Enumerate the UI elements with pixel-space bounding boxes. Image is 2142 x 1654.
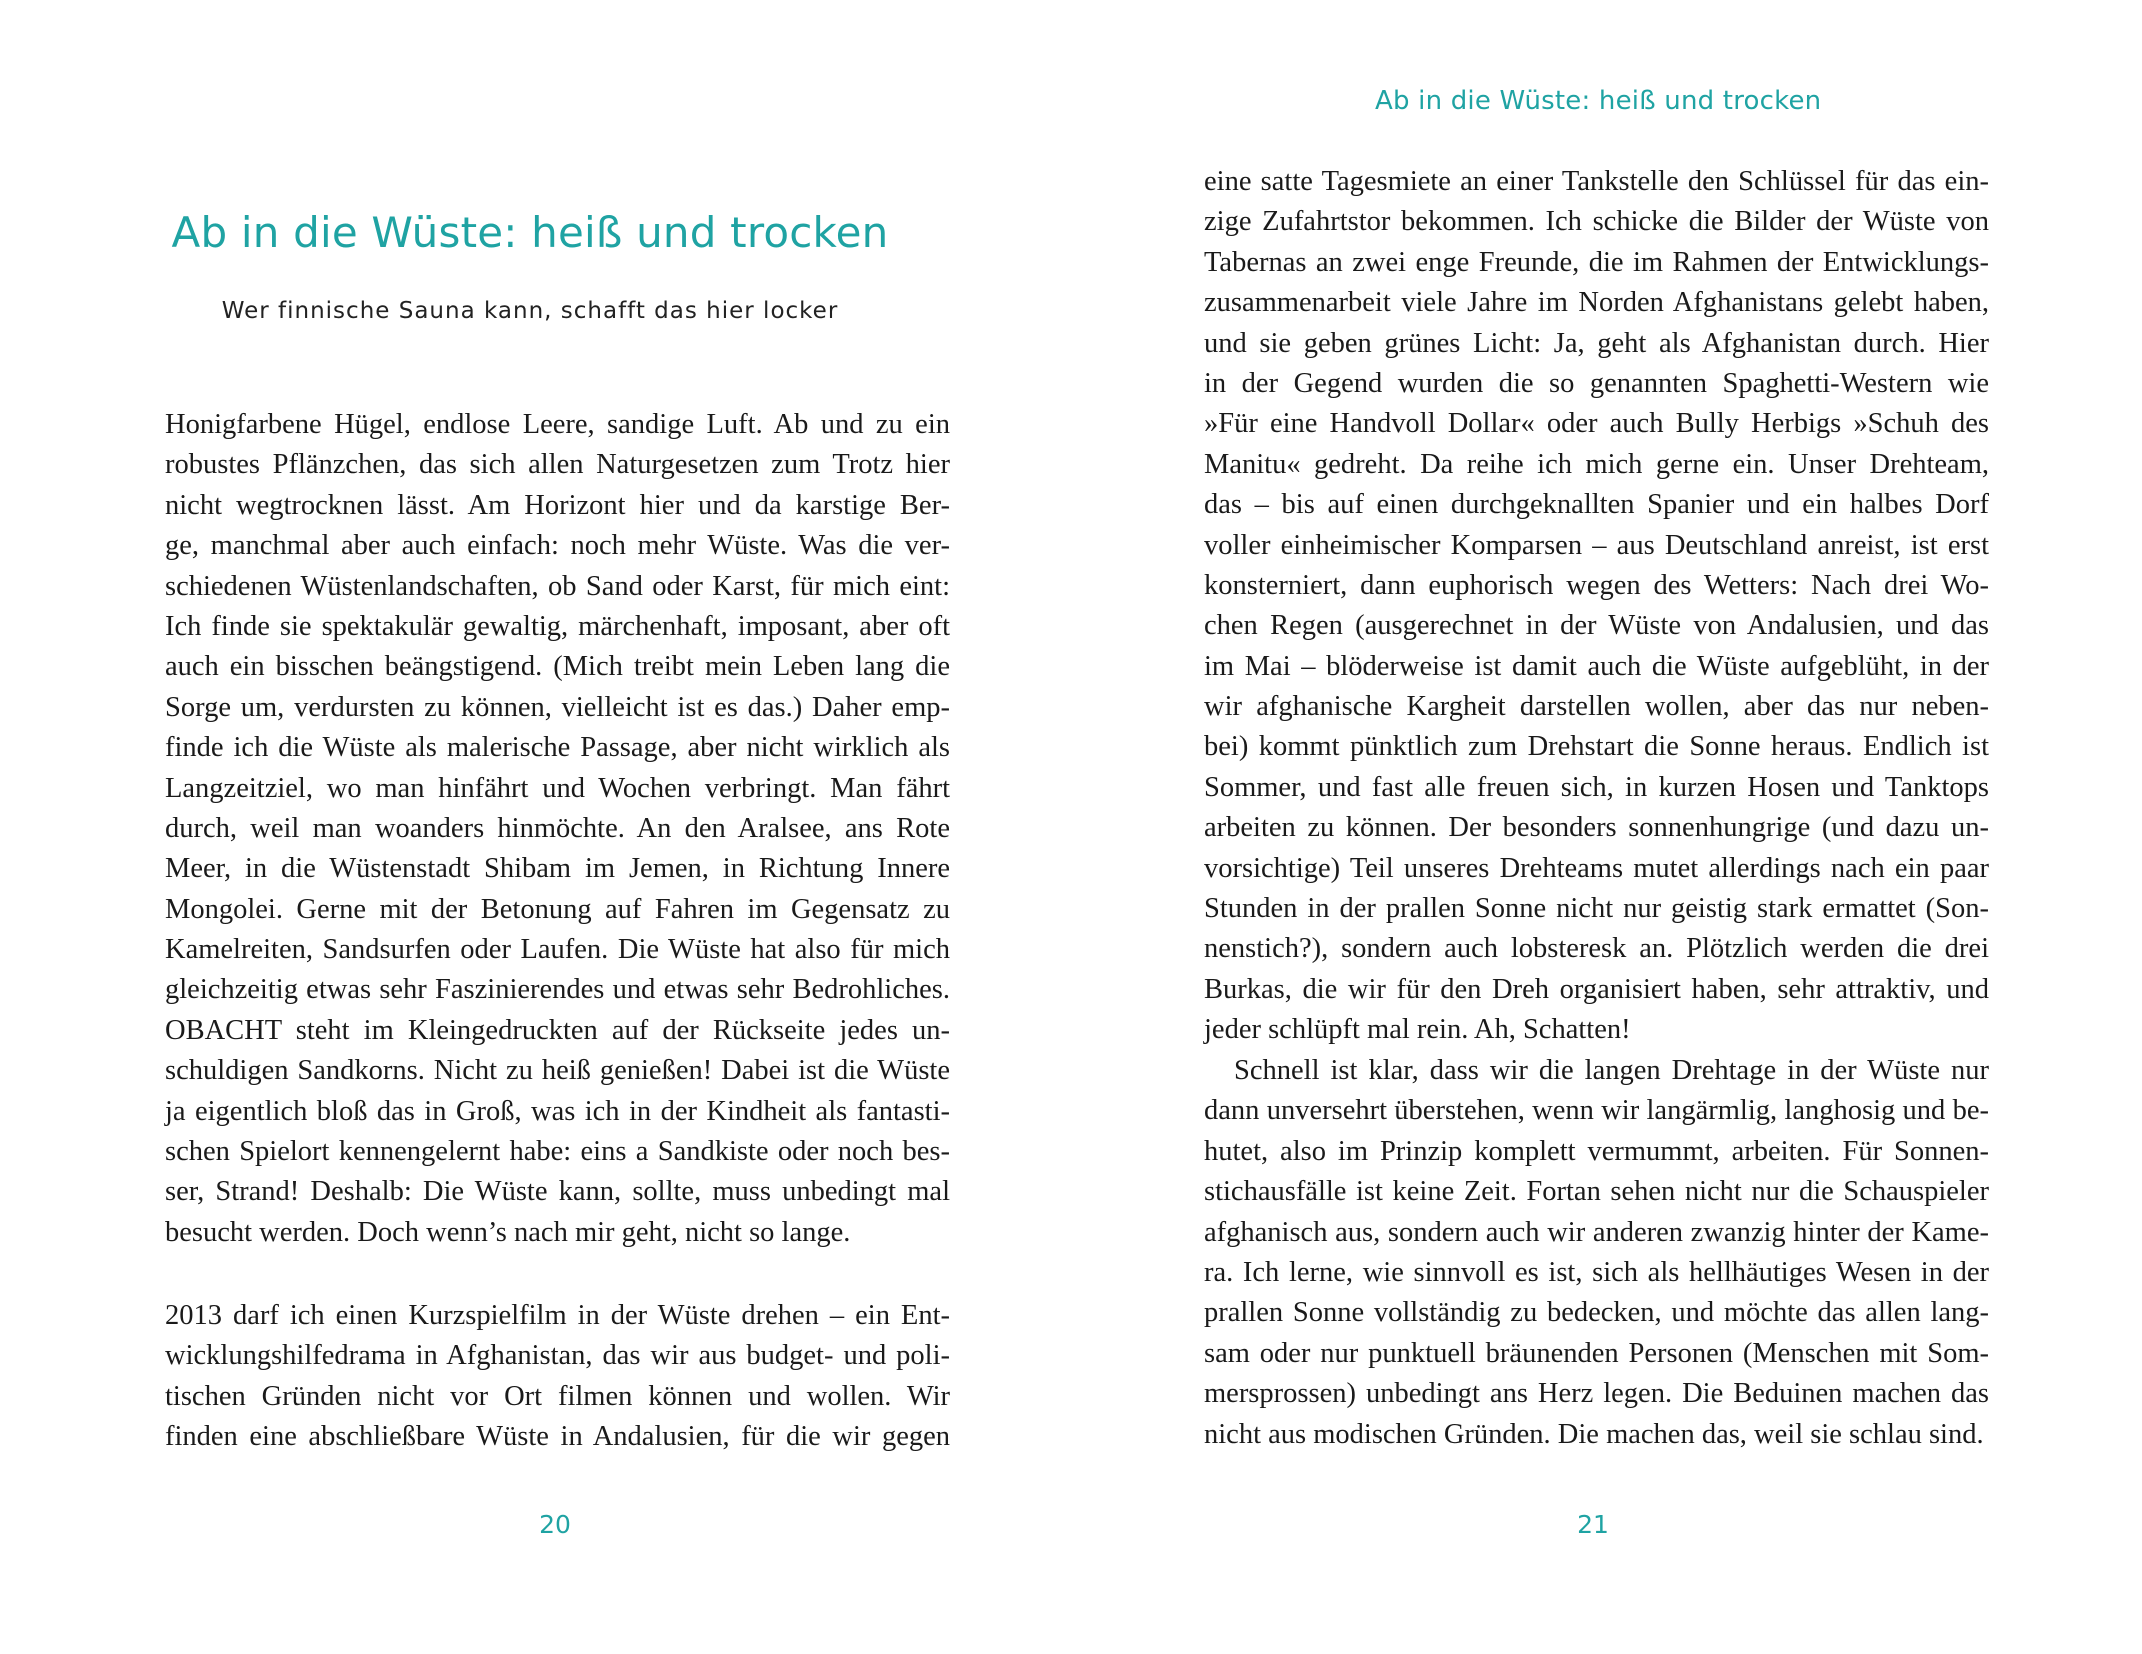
text-line: Stunden in der prallen Sonne nicht nur geistig stark ermattet (Son- xyxy=(1204,893,1989,925)
page-number-right: 21 xyxy=(1577,1510,1609,1539)
text-line: ge, manchmal aber auch einfach: noch mehr Wüste. Was die ver- xyxy=(165,530,950,562)
text-line: Meer, in die Wüstenstadt Shibam im Jemen, in Richtung Innere xyxy=(165,853,950,885)
running-head-text: Ab in die Wüste: heiß und trocken xyxy=(1375,86,1822,116)
text-line: gleichzeitig etwas sehr Faszinierendes und etwas sehr Bedrohliches. xyxy=(165,974,950,1006)
text-line: im Mai – blöderweise ist damit auch die Wüste aufgeblüht, in der xyxy=(1204,650,1989,682)
text-line: finde ich die Wüste als malerische Passage, aber nicht wirklich als xyxy=(165,732,950,764)
text-line: konsterniert, dann euphorisch wegen des Wetters: Nach drei Wo- xyxy=(1204,569,1989,601)
text-line: finden eine abschließbare Wüste in Andalusien, für die wir gegen xyxy=(165,1421,950,1453)
page-number-left: 20 xyxy=(539,1510,571,1539)
text-line: besucht werden. Doch wenn’s nach mir geht, nicht so lange. xyxy=(165,1216,851,1248)
text-line: schuldigen Sandkorns. Nicht zu heiß genießen! Dabei ist die Wüste xyxy=(165,1055,950,1087)
text-line: stichausfälle ist keine Zeit. Fortan sehen nicht nur die Schauspieler xyxy=(1204,1176,1989,1208)
text-line: durch, weil man woanders hinmöchte. An den Aralsee, ans Rote xyxy=(165,812,950,844)
text-line: Tabernas an zwei enge Freunde, die im Rahmen der Entwicklungs- xyxy=(1204,246,1989,278)
text-line: auch ein bisschen beängstigend. (Mich treibt mein Leben lang die xyxy=(165,651,950,683)
text-line: vorsichtige) Teil unseres Drehteams mutet allerdings nach ein paar xyxy=(1204,852,1989,884)
text-line: zige Zufahrtstor bekommen. Ich schicke die Bilder der Wüste von xyxy=(1204,206,1989,238)
text-line: ser, Strand! Deshalb: Die Wüste kann, sollte, muss unbedingt mal xyxy=(165,1176,950,1208)
text-line: Ich finde sie spektakulär gewaltig, märchenhaft, imposant, aber oft xyxy=(165,610,950,642)
text-line: in der Gegend wurden die so genannten Spaghetti-Western wie xyxy=(1204,367,1989,399)
left-paragraph-1 xyxy=(165,405,950,1253)
text-line: mersprossen) unbedingt ans Herz legen. Die Beduinen machen das xyxy=(1204,1378,1989,1410)
chapter-subtitle: Wer finnische Sauna kann, schafft das hier locker xyxy=(221,298,839,324)
text-line: nicht wegtrocknen lässt. Am Horizont hier und da karstige Ber- xyxy=(165,489,950,521)
text-line: Sorge um, verdursten zu können, vielleicht ist es das.) Daher emp- xyxy=(165,691,950,723)
text-line: schen Spielort kennengelernt habe: eins a Sandkiste oder noch bes- xyxy=(165,1136,950,1168)
text-line: ja eigentlich bloß das in Groß, was ich in der Kindheit als fantasti- xyxy=(165,1095,950,1127)
right-paragraph-1 xyxy=(1204,162,1989,1051)
text-line: chen Regen (ausgerechnet in der Wüste von Andalusien, und das xyxy=(1204,610,1989,642)
right-page xyxy=(1071,0,2142,1654)
text-line: 2013 darf ich einen Kurzspielfilm in der Wüste drehen – ein Ent- xyxy=(165,1300,950,1331)
text-line: Sommer, und fast alle freuen sich, in kurzen Hosen und Tanktops xyxy=(1204,771,1989,803)
text-line: eine satte Tagesmiete an einer Tankstelle den Schlüssel für das ein- xyxy=(1204,166,1989,197)
text-line: prallen Sonne vollständig zu bedecken, und möchte das allen lang- xyxy=(1204,1297,1989,1329)
text-line: Mongolei. Gerne mit der Betonung auf Fahren im Gegensatz zu xyxy=(165,893,950,925)
text-line: Kamelreiten, Sandsurfen oder Laufen. Die Wüste hat also für mich xyxy=(165,934,950,966)
text-line: sam oder nur punktuell bräunenden Personen (Menschen mit Som- xyxy=(1204,1337,1989,1369)
text-line: ra. Ich lerne, wie sinnvoll es ist, sich als hellhäutiges Wesen in der xyxy=(1204,1256,1989,1288)
text-line: jeder schlüpft mal rein. Ah, Schatten! xyxy=(1204,1014,1631,1046)
text-line: Burkas, die wir für den Dreh organisiert haben, sehr attraktiv, und xyxy=(1204,973,1989,1005)
text-line: Langzeitziel, wo man hinfährt und Wochen verbringt. Man fährt xyxy=(165,772,950,804)
text-line: bei) kommt pünktlich zum Drehstart die Sonne heraus. Endlich ist xyxy=(1204,731,1989,763)
text-line: das – bis auf einen durchgeknallten Spanier und ein halbes Dorf xyxy=(1204,489,1989,521)
text-line: schiedenen Wüstenlandschaften, ob Sand oder Karst, für mich eint: xyxy=(165,570,950,602)
text-line: »Für eine Handvoll Dollar« oder auch Bully Herbigs »Schuh des xyxy=(1204,408,1989,440)
text-line: tischen Gründen nicht vor Ort filmen können und wollen. Wir xyxy=(165,1380,950,1412)
text-line: und sie geben grünes Licht: Ja, geht als Afghanistan durch. Hier xyxy=(1204,327,1989,359)
text-line: nenstich?), sondern auch lobsteresk an. Plötzlich werden die drei xyxy=(1204,933,1989,965)
text-line: afghanisch aus, sondern auch wir anderen zwanzig hinter der Kame- xyxy=(1204,1216,1989,1248)
text-line: robustes Pflänzchen, das sich allen Naturgesetzen zum Trotz hier xyxy=(165,449,950,481)
text-line: zusammenarbeit viele Jahre im Norden Afghanistans gelebt haben, xyxy=(1204,287,1989,319)
text-line: dann unversehrt überstehen, wenn wir langärmlig, langhosig und be- xyxy=(1204,1095,1989,1127)
text-line: Manitu« gedreht. Da reihe ich mich gerne ein. Unser Drehteam, xyxy=(1204,448,1989,480)
chapter-title: Ab in die Wüste: heiß und trocken xyxy=(171,208,889,257)
text-line: Schnell ist klar, dass wir die langen Drehtage in der Wüste nur xyxy=(1234,1055,1989,1086)
text-line: arbeiten zu können. Der besonders sonnenhungrige (und dazu un- xyxy=(1204,812,1989,844)
text-line: OBACHT steht im Kleingedruckten auf der Rückseite jedes un- xyxy=(165,1014,950,1046)
text-line: hutet, also im Prinzip komplett vermummt, arbeiten. Für Sonnen- xyxy=(1204,1135,1989,1167)
text-line: wicklungshilfedrama in Afghanistan, das wir aus budget- und poli- xyxy=(165,1340,950,1372)
text-line: nicht aus modischen Gründen. Die machen das, weil sie schlau sind. xyxy=(1204,1418,1984,1450)
text-line: Honigfarbene Hügel, endlose Leere, sandige Luft. Ab und zu ein xyxy=(165,409,950,440)
text-line: wir afghanische Kargheit darstellen wollen, aber das nur neben- xyxy=(1204,691,1989,723)
right-paragraph-2 xyxy=(1204,1051,1989,1455)
text-line: voller einheimischer Komparsen – aus Deutschland anreist, ist erst xyxy=(1204,529,1989,561)
left-paragraph-2 xyxy=(165,1296,950,1458)
